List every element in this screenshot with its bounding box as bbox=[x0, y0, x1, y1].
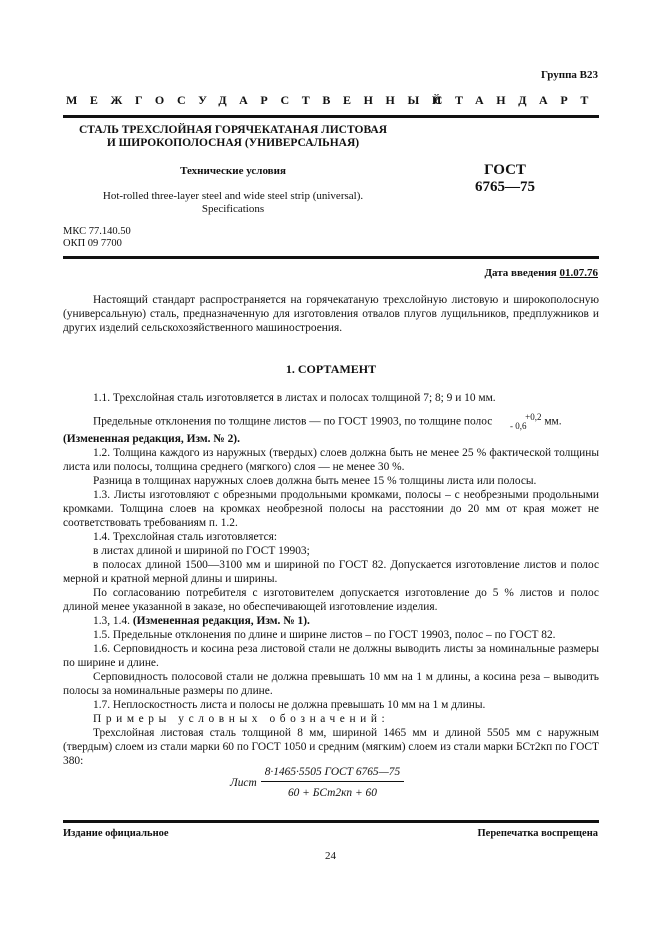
clause-1-2-difference: Разница в толщинах наружных слоев должна быть менее 15 % толщины листа или полосы. bbox=[93, 475, 537, 487]
gost-number: 6765—75 bbox=[475, 179, 535, 195]
change-note-2: (Измененная редакция, Изм. № 2). bbox=[63, 433, 240, 445]
section-body bbox=[63, 432, 599, 768]
clause-1-4-strips: в полосах длиной 1500—3100 мм и шириной по ГОСТ 82. Допускается изготовление листов и полос мерной и кратной мерной длины и ширины. bbox=[63, 559, 599, 585]
subtitle: Технические условия bbox=[180, 165, 286, 177]
clause-1-2: 1.2. Толщина каждого из наружных (твердых) слоев должна быть не менее 25 % фактической толщины листа или полосы, толщина среднего (мягкого) слоя — не менее 30 %. bbox=[63, 447, 599, 473]
title-line-1: СТАЛЬ ТРЕХСЛОЙНАЯ ГОРЯЧЕКАТАНАЯ ЛИСТОВАЯ bbox=[78, 124, 388, 136]
clause-1-4-agreement: По согласованию потребителя с изготовителем допускается изготовление до 5 % листов и полос длиной менее указанной в заказе, но обеспечивающей изготовление изделия. bbox=[63, 587, 599, 613]
tolerance-minus: - 0,6 bbox=[510, 421, 527, 431]
english-title-line-2: Specifications bbox=[201, 203, 265, 215]
tolerance-text: Предельные отклонения по толщине листов — по ГОСТ 19903, по толщине полос bbox=[93, 415, 493, 428]
formula-numerator: 8·1465·5505 ГОСТ 6765—75 bbox=[261, 766, 404, 782]
clause-1-4-sheets: в листах длиной и шириной по ГОСТ 19903; bbox=[93, 545, 310, 557]
mks-code: МКС 77.140.50 bbox=[63, 226, 131, 237]
title-line-2: И ШИРОКОПОЛОСНАЯ (УНИВЕРСАЛЬНАЯ) bbox=[106, 137, 360, 149]
classification-codes bbox=[63, 226, 131, 250]
date-label: Дата введения bbox=[484, 267, 557, 279]
interstate-label: МЕЖГОСУДАРСТВЕННЫЙ bbox=[66, 93, 454, 107]
english-title bbox=[63, 190, 403, 216]
okp-code: ОКП 09 7700 bbox=[63, 238, 122, 249]
tolerance-fraction bbox=[495, 413, 541, 431]
change-note-1-prefix: 1.3, 1.4. bbox=[93, 615, 131, 627]
formula-denominator: 60 + БСт2кп + 60 bbox=[287, 787, 377, 799]
clause-1-1-text: 1.1. Трехслойная сталь изготовляется в листах и полосах толщиной 7; 8; 9 и 10 мм. bbox=[93, 392, 496, 404]
change-note-1: (Измененная редакция, Изм. № 1). bbox=[132, 615, 310, 627]
formula-prefix: Лист bbox=[230, 776, 257, 789]
section-heading: 1. СОРТАМЕНТ bbox=[285, 362, 377, 376]
tolerance-plus: +0,2 bbox=[525, 412, 542, 422]
designation-formula bbox=[230, 766, 404, 799]
document-title bbox=[63, 124, 403, 150]
reprint-prohibited-label: Перепечатка воспрещена bbox=[477, 828, 598, 839]
clause-1-7: 1.7. Неплоскостность листа и полосы не должна превышать 10 мм на 1 м длины. bbox=[93, 699, 486, 711]
standard-label: СТАНДАРТ bbox=[433, 93, 601, 107]
official-edition-label: Издание официальное bbox=[63, 828, 169, 839]
intro-text: Настоящий стандарт распространяется на горячекатаную трехслойную листовую и широкополосную (универсальную) сталь, предназначенную для изготовления отвалов плугов лущильников, предплужников и других изделий сельскохозяйственного машиностроения. bbox=[63, 294, 599, 334]
clause-1-3: 1.3. Листы изготовляют с обрезными продольными кромками, полосы – с необрезными продольными кромками. Толщина слоев на кромках необрезной полосы на расстоянии до 20 мм от края может не соответствовать требованиям п. 1.2. bbox=[63, 489, 599, 529]
footer-rule bbox=[63, 820, 599, 823]
page-number: 24 bbox=[325, 850, 336, 862]
clause-1-1 bbox=[63, 391, 599, 405]
english-title-line-1: Hot-rolled three-layer steel and wide steel strip (universal). bbox=[102, 190, 364, 202]
clause-1-6: 1.6. Серповидность и косина реза листовой стали не должны выводить листы за номинальные размеры по ширине и длине. bbox=[63, 643, 599, 669]
date-value: 01.07.76 bbox=[559, 267, 598, 279]
formula-fraction bbox=[261, 766, 404, 799]
group-code: Группа В23 bbox=[540, 69, 598, 81]
intro-paragraph bbox=[63, 293, 599, 335]
gost-label: ГОСТ bbox=[484, 162, 526, 178]
example-text: Трехслойная листовая сталь толщиной 8 мм, шириной 1465 мм и длиной 5505 мм с наружным (твердым) слоем из стали марки 60 по ГОСТ 1050 и средним (мягким) слоем из стали марки БСт2кп по ГОСТ 380: bbox=[63, 727, 599, 767]
top-rule bbox=[63, 115, 599, 118]
gost-designation bbox=[465, 162, 545, 196]
header-bottom-rule bbox=[63, 256, 599, 259]
tolerance-paragraph bbox=[63, 413, 599, 431]
examples-heading: Примеры условных обозначений: bbox=[93, 713, 390, 725]
clause-1-6-strip: Серповидность полосовой стали не должна превышать 10 мм на 1 м длины, а косина реза – выводить полосы за номинальные размеры по длине. bbox=[63, 671, 599, 697]
tolerance-unit: мм. bbox=[544, 415, 562, 428]
clause-1-4: 1.4. Трехслойная сталь изготовляется: bbox=[93, 531, 278, 543]
introduction-date bbox=[484, 267, 598, 279]
clause-1-5: 1.5. Предельные отклонения по длине и ширине листов – по ГОСТ 19903, полос – по ГОСТ 82. bbox=[93, 629, 556, 641]
